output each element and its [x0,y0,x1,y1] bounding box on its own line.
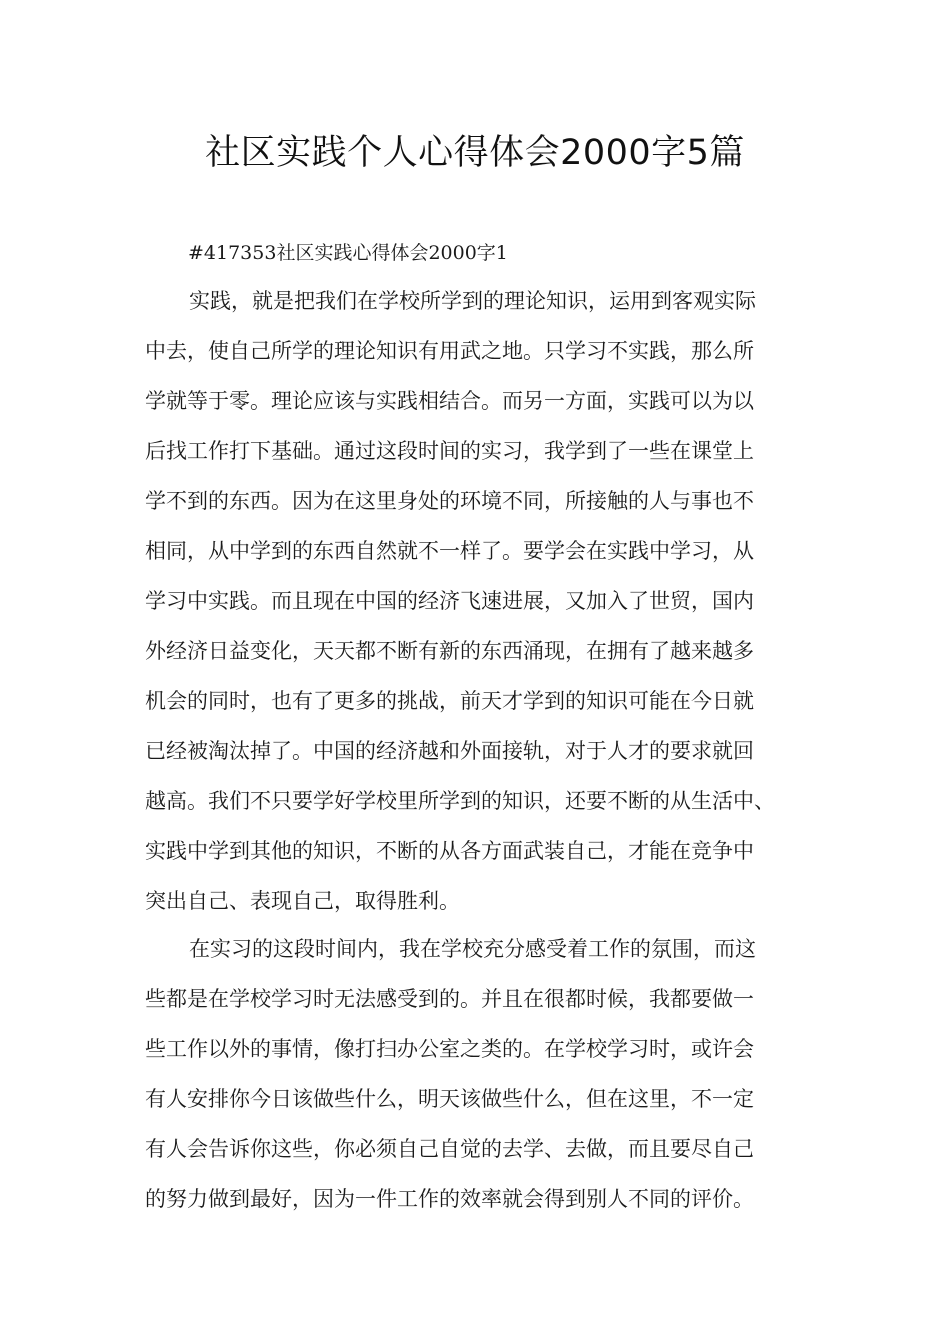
paragraph-line: 学就等于零。理论应该与实践相结合。而另一方面，实践可以为以 [145,389,754,413]
paragraph-line: 越高。我们不只要学好学校里所学到的知识，还要不断的从生活中、 [145,789,775,813]
paragraph-2 [145,924,810,1224]
paragraph-line: 学不到的东西。因为在这里身处的环境不同，所接触的人与事也不 [145,489,754,513]
paragraph-line: 有人安排你今日该做些什么，明天该做些什么，但在这里，不一定 [145,1087,754,1111]
paragraph-1 [145,276,810,926]
paragraph-line: 学习中实践。而且现在中国的经济飞速进展，又加入了世贸，国内 [145,589,754,613]
paragraph-line: 已经被淘汰掉了。中国的经济越和外面接轨，对于人才的要求就回 [145,739,754,763]
paragraph-line: 机会的同时，也有了更多的挑战，前天才学到的知识可能在今日就 [145,689,754,713]
paragraph-line: 有人会告诉你这些，你必须自己自觉的去学、去做，而且要尽自己 [145,1137,754,1161]
paragraph-line: 些都是在学校学习时无法感受到的。并且在很都时候，我都要做一 [145,987,754,1011]
document-title: 社区实践个人心得体会2000字5篇 [205,133,745,173]
paragraph-line: 些工作以外的事情，像打扫办公室之类的。在学校学习时，或许会 [145,1037,754,1061]
paragraph-line: 实践，就是把我们在学校所学到的理论知识，运用到客观实际 [189,289,756,313]
paragraph-line: 后找工作打下基础。通过这段时间的实习，我学到了一些在课堂上 [145,439,754,463]
paragraph-line: 外经济日益变化，天天都不断有新的东西涌现，在拥有了越来越多 [145,639,754,663]
paragraph-line: 中去，使自己所学的理论知识有用武之地。只学习不实践，那么所 [145,339,754,363]
paragraph-line: 突出自己、表现自己，取得胜利。 [145,889,460,913]
section-heading: #417353社区实践心得体会2000字1 [188,242,508,264]
paragraph-line: 实践中学到其他的知识，不断的从各方面武装自己，才能在竞争中 [145,839,754,863]
paragraph-line: 在实习的这段时间内，我在学校充分感受着工作的氛围，而这 [189,937,756,961]
paragraph-line: 相同，从中学到的东西自然就不一样了。要学会在实践中学习，从 [145,539,754,563]
paragraph-line: 的努力做到最好，因为一件工作的效率就会得到别人不同的评价。 [145,1187,754,1211]
